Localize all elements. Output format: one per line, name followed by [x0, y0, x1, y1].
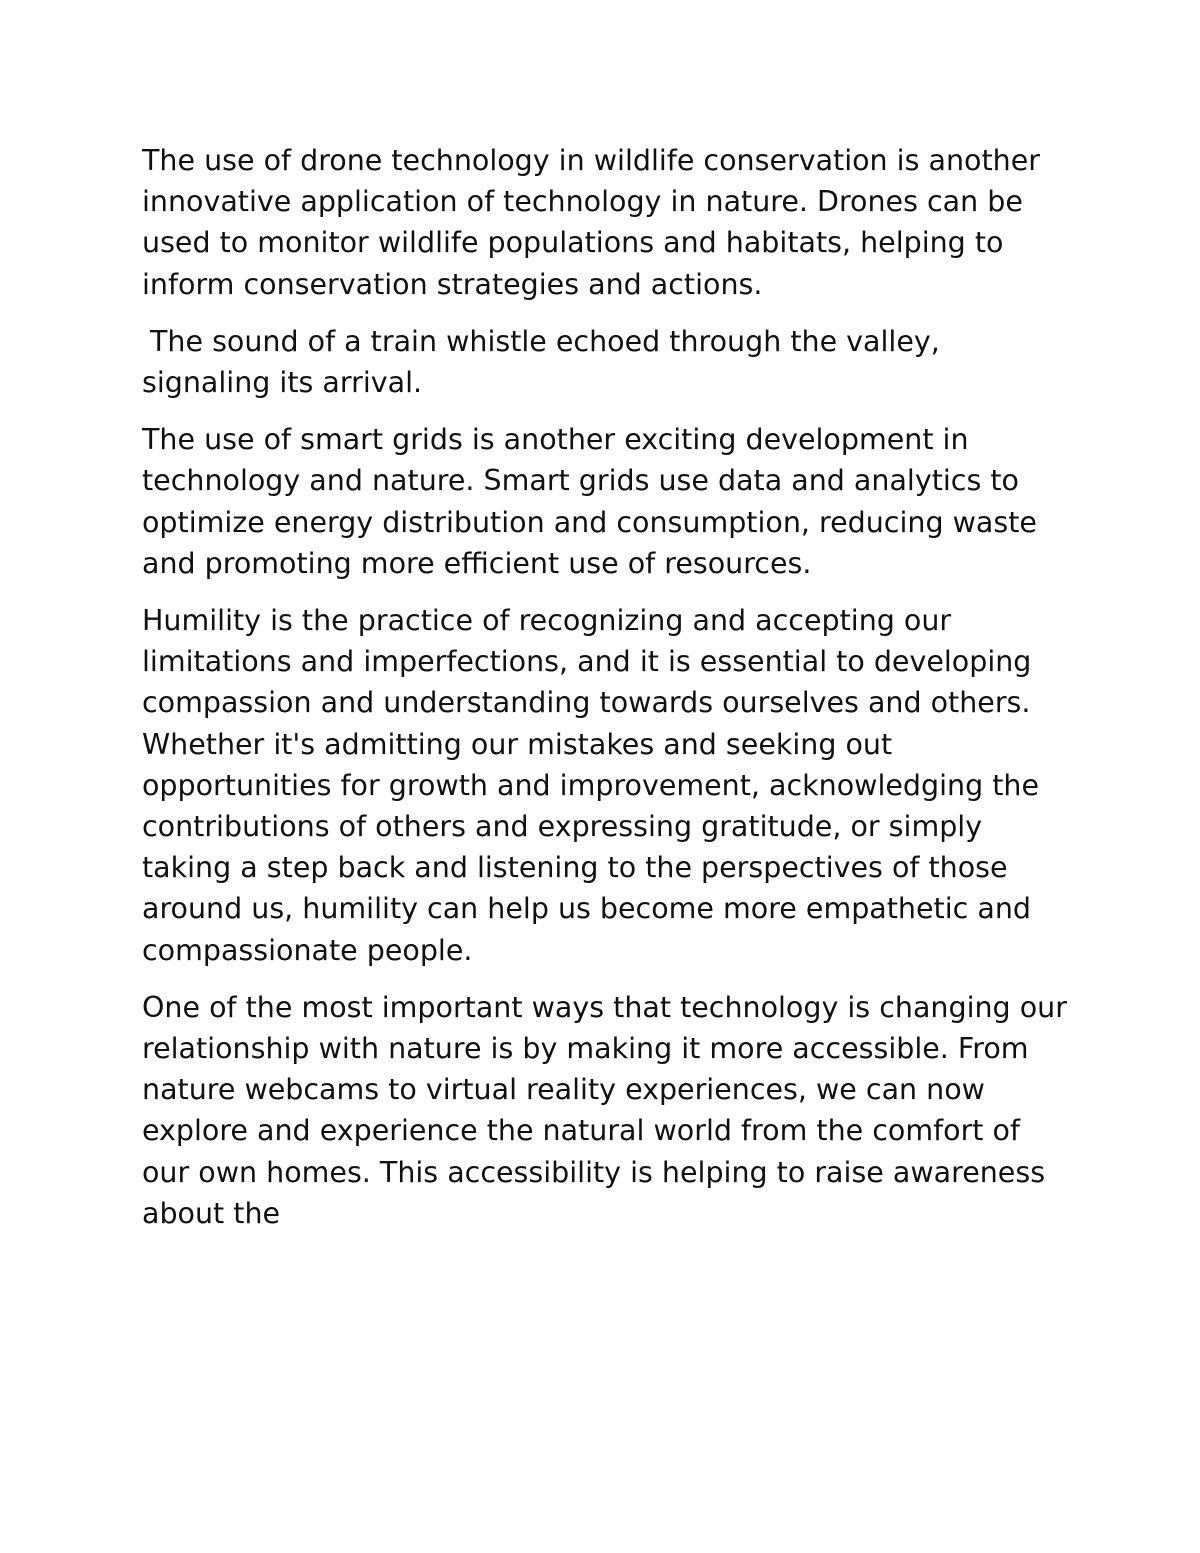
- paragraph-train-whistle: The sound of a train whistle echoed through the valley, signaling its arrival.: [142, 324, 940, 400]
- document-body: [142, 140, 1072, 1250]
- paragraph-smart-grids: The use of smart grids is another exciting development in technology and nature. Smart grids use data and analytics to optimize energy distribution and consumption, reducing waste and promoting more efficient use of resources.: [142, 423, 1037, 580]
- paragraph-humility: Humility is the practice of recognizing and accepting our limitations and imperfections, and it is essential to developing compassion and understanding towards ourselves and others. Whether it's admitting our mistakes and seeking out opportunities for growth and improvement, acknowledging the contributions of others and expressing gratitude, or simply taking a step back and listening to the perspectives of those around us, humility can help us become more empathetic and compassionate people.: [142, 604, 1040, 967]
- paragraph-drone-technology: The use of drone technology in wildlife conservation is another innovative application of technology in nature. Drones can be used to monitor wildlife populations and habitats, helping to inform conservation strategies and actions.: [142, 144, 1040, 301]
- paragraph-accessibility: One of the most important ways that technology is changing our relationship with nature is by making it more accessible. From nature webcams to virtual reality experiences, we can now explore and experience the natural world from the comfort of our own homes. This accessibility is helping to raise awareness about the: [142, 990, 1067, 1230]
